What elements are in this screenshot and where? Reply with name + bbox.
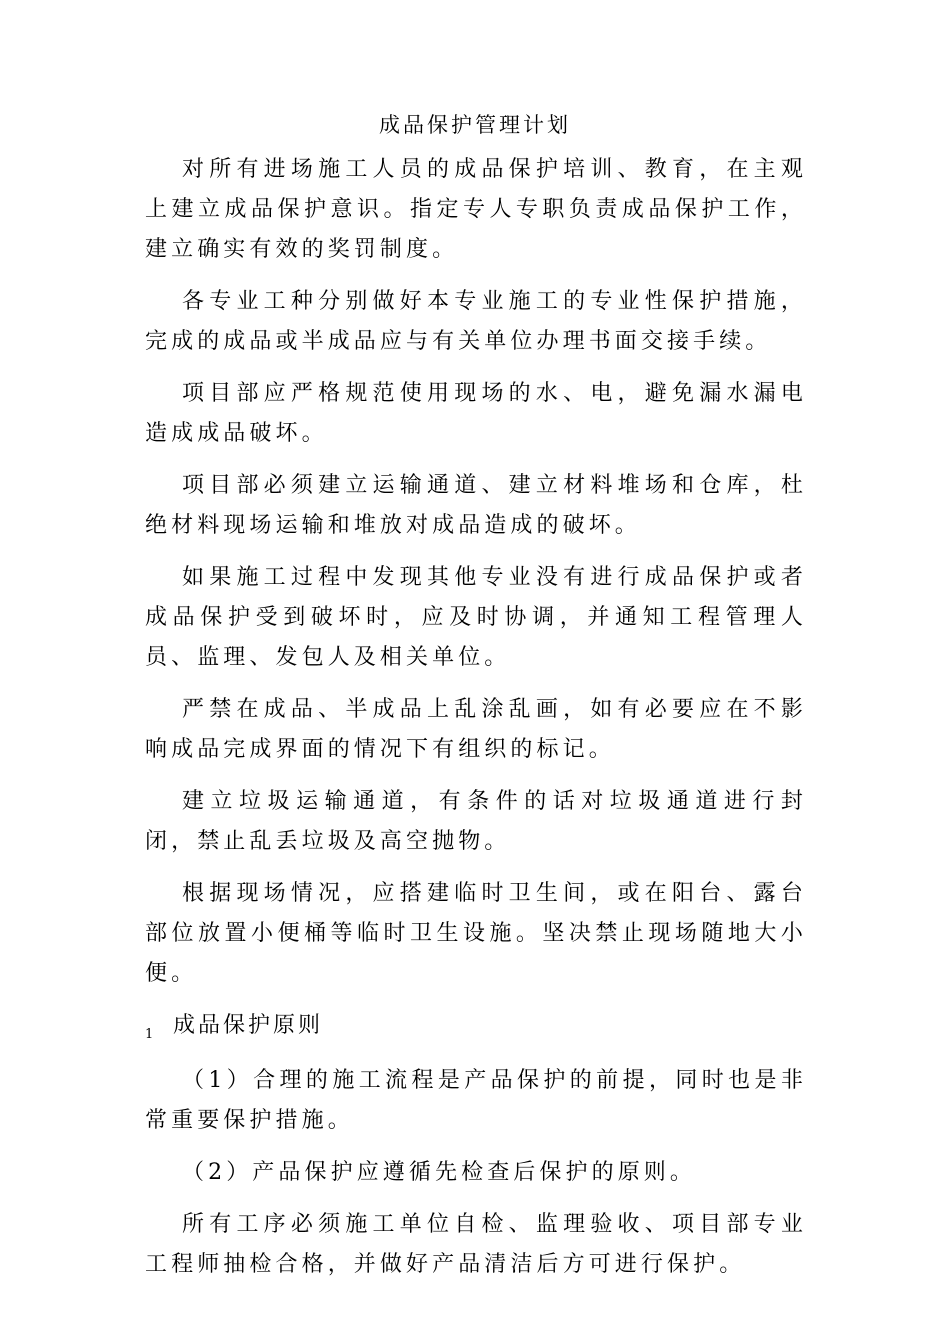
- document-body: [145, 150, 807, 1297]
- paragraph: 对所有进场施工人员的成品保护培训、教育，在主观上建立成品保护意识。指定专人专职负责成品保护工作，建立确实有效的奖罚制度。: [145, 157, 807, 262]
- paragraph: 项目部应严格规范使用现场的水、电，避免漏水漏电造成成品破坏。: [145, 381, 807, 446]
- section-item: （1）合理的施工流程是产品保护的前提，同时也是非常重要保护措施。: [145, 1068, 807, 1133]
- section-number: 1: [145, 1027, 154, 1042]
- section-item: （2）产品保护应遵循先检查后保护的原则。: [182, 1160, 696, 1185]
- paragraph: 如果施工过程中发现其他专业没有进行成品保护或者成品保护受到破坏时，应及时协调，并通知工程管理人员、监理、发包人及相关单位。: [145, 565, 807, 670]
- document-title: 成品保护管理计划: [379, 113, 571, 137]
- section-item: 所有工序必须施工单位自检、监理验收、项目部专业工程师抽检合格，并做好产品清洁后方可进行保护。: [145, 1212, 807, 1277]
- section-title: 成品保护原则: [173, 1013, 324, 1038]
- paragraph: 各专业工种分别做好本专业施工的专业性保护措施，完成的成品或半成品应与有关单位办理书面交接手续。: [145, 289, 807, 354]
- section-heading: [145, 1006, 807, 1049]
- paragraph: 严禁在成品、半成品上乱涂乱画，如有必要应在不影响成品完成界面的情况下有组织的标记。: [145, 697, 807, 762]
- paragraph: 建立垃圾运输通道，有条件的话对垃圾通道进行封闭，禁止乱丢垃圾及高空抛物。: [145, 789, 807, 854]
- paragraph: 根据现场情况，应搭建临时卫生间，或在阳台、露台部位放置小便桶等临时卫生设施。坚决禁止现场随地大小便。: [145, 881, 807, 986]
- paragraph: 项目部必须建立运输通道、建立材料堆场和仓库，杜绝材料现场运输和堆放对成品造成的破坏。: [145, 473, 807, 538]
